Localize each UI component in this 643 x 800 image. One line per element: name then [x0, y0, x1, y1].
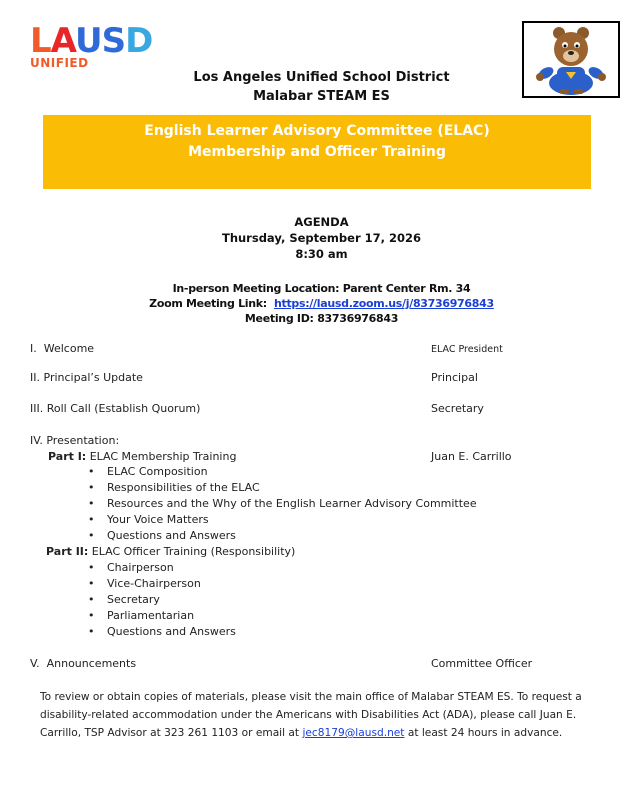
part-title: ELAC Membership Training	[89, 450, 237, 463]
item-number: IV.	[30, 434, 43, 447]
agenda-title: AGENDA	[294, 215, 349, 229]
logo-letter: U	[74, 21, 102, 61]
part-label: Part II:	[46, 545, 89, 558]
item-presenter: Secretary	[431, 402, 484, 415]
lausd-logo	[30, 21, 153, 70]
bear-mascot-image	[522, 21, 620, 98]
logo-wordmark	[30, 21, 153, 61]
agenda-time: 8:30 am	[295, 247, 348, 261]
list-item: • ELAC Composition	[88, 464, 477, 480]
agenda-heading	[0, 214, 643, 262]
notice-text-end: at least 24 hours in advance.	[407, 727, 563, 739]
email-link[interactable]: jec8179@lausd.net	[302, 727, 405, 739]
list-item: • Parliamentarian	[88, 608, 236, 624]
list-item: • Questions and Answers	[88, 528, 477, 544]
banner-title: English Learner Advisory Committee (ELAC)	[144, 123, 490, 139]
item-presenter: Juan E. Carrillo	[431, 450, 512, 463]
agenda-item-announcements	[30, 656, 136, 671]
item-title: Welcome	[43, 342, 95, 355]
meeting-id: Meeting ID: 83736976843	[244, 312, 399, 325]
list-item: • Chairperson	[88, 560, 236, 576]
agenda-item-welcome	[30, 341, 94, 356]
item-number: I.	[30, 342, 37, 355]
item-title: Principal’s Update	[43, 371, 143, 384]
logo-letter: S	[101, 21, 126, 61]
logo-letter: A	[50, 21, 75, 61]
list-item: • Your Voice Matters	[88, 512, 477, 528]
item-title: Roll Call (Establish Quorum)	[46, 402, 201, 415]
list-item: • Responsibilities of the ELAC	[88, 480, 477, 496]
item-presenter: ELAC President	[431, 344, 503, 355]
logo-letter: D	[125, 21, 153, 61]
agenda-date: Thursday, September 17, 2026	[221, 231, 422, 245]
meeting-location: In-person Meeting Location: Parent Center Rm. 34	[172, 282, 471, 295]
zoom-link[interactable]: https://lausd.zoom.us/j/83736976843	[273, 297, 494, 310]
list-item: • Resources and the Why of the English Learner Advisory Committee	[88, 496, 477, 512]
zoom-line	[0, 296, 643, 311]
logo-letter: L	[30, 21, 51, 61]
item-number: II.	[30, 371, 40, 384]
title-banner	[43, 115, 591, 189]
item-title: Announcements	[46, 657, 137, 670]
item-number: III.	[30, 402, 44, 415]
part-1-bullet-list	[88, 464, 477, 544]
item-title: Presentation:	[46, 434, 120, 447]
meeting-info	[0, 281, 643, 326]
agenda-item-presentation	[30, 433, 119, 448]
presentation-part-1	[48, 449, 236, 464]
logo-unified: UNIFIED	[30, 56, 89, 70]
agenda-item-roll-call	[30, 401, 200, 416]
bear-mascot-icon	[524, 23, 618, 96]
zoom-label: Zoom Meeting Link:	[149, 297, 267, 310]
presentation-part-2	[46, 544, 295, 559]
school-name: Malabar STEAM ES	[253, 89, 390, 104]
item-presenter: Committee Officer	[431, 657, 533, 670]
agenda-item-principal-update	[30, 370, 143, 385]
banner-subtitle: Membership and Officer Training	[188, 144, 446, 160]
item-number: V.	[30, 657, 40, 670]
part-2-bullet-list	[88, 560, 236, 640]
list-item: • Secretary	[88, 592, 236, 608]
list-item: • Questions and Answers	[88, 624, 236, 640]
list-item: • Vice-Chairperson	[88, 576, 236, 592]
district-name: Los Angeles Unified School District	[193, 70, 450, 85]
item-presenter: Principal	[431, 371, 478, 384]
part-label: Part I:	[48, 450, 87, 463]
notice-text: To review or obtain copies of materials, please visit the main office of Malabar STEAM ES. To request a disability-related accommodation under the Americans with Disabilities Act (ADA), please call Juan E. Carrillo, TSP Advisor at 323 261 1103 or email at	[40, 691, 582, 739]
accommodation-notice	[40, 688, 600, 742]
part-title: ELAC Officer Training (Responsibility)	[91, 545, 296, 558]
